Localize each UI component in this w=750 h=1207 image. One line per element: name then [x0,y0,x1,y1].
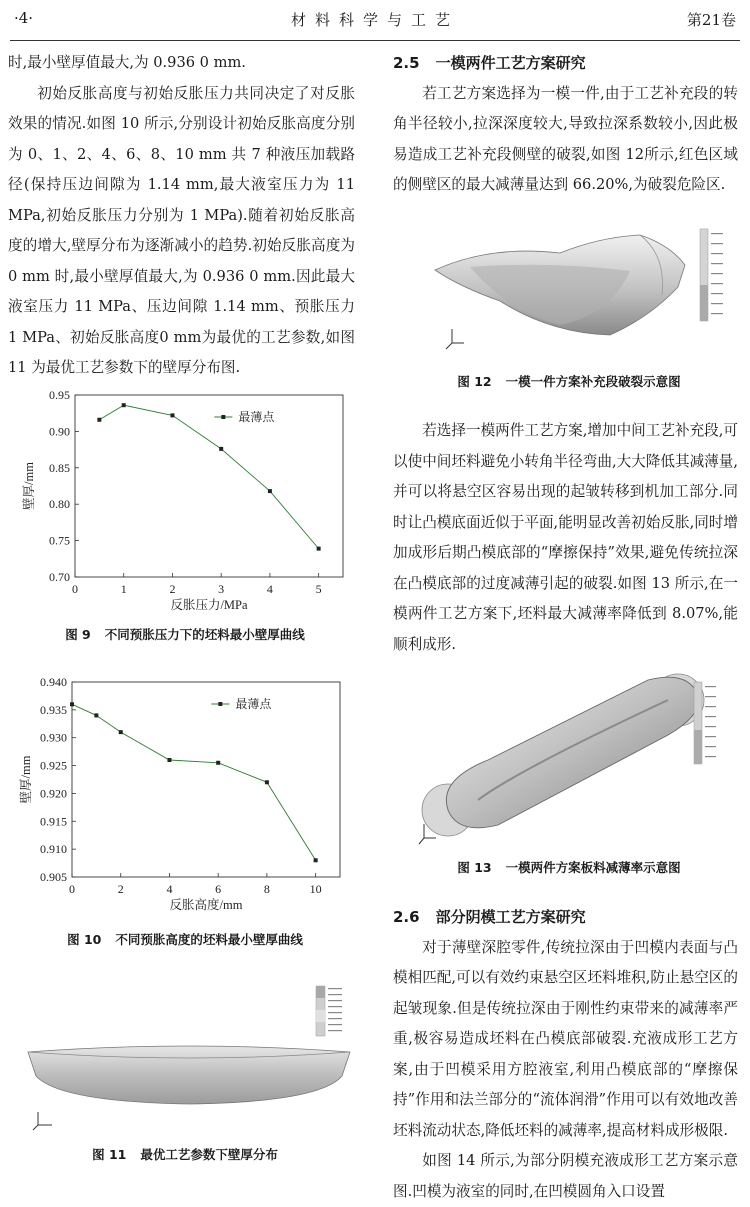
x-tick-label: 4 [266,582,273,596]
data-point [97,418,101,422]
y-tick-label: 0.80 [49,497,70,512]
colorbar [694,682,716,764]
y-tick-label: 0.905 [40,870,67,884]
figure-9-chart [0,380,370,615]
colorbar [316,986,342,1036]
x-tick-label: 8 [263,882,270,896]
data-point [94,713,98,717]
figure-12-image [430,225,730,355]
plot-frame [75,395,343,577]
section-heading: 2.6 部分阴模工艺方案研究 [393,908,586,926]
figure-12-caption: 图 12 一模一件方案补充段破裂示意图 [457,374,681,389]
figure-10-chart [0,670,370,920]
y-axis-label: 壁厚/mm [22,462,36,510]
legend-label: 最薄点 [238,410,275,424]
data-point [219,447,223,451]
y-tick-label: 0.935 [40,702,67,717]
x-axis-label: 反胀压力/MPa [170,598,248,612]
paragraph: 对于薄壁深腔零件,传统拉深由于凹模内表面与凸模相匹配,可以有效约束悬空区坯料堆积,防止悬空区的起皱现象.但是传统拉深由于刚性约束带来的减薄率严重,极容易造成坯料在凸模底部破裂.充液成形工艺方案,由于凹模采用方腔液室,利用凸模底部的“摩擦保持”作用和法兰部分的“流体润滑”作用可以有效地改善坯料流动状态,降低坯料的减薄率,提高材料成形极限. [393,938,738,1139]
data-point [122,403,126,407]
axis-triad-icon [33,1112,52,1130]
x-tick-label: 3 [218,582,225,596]
x-tick-label: 4 [166,882,173,896]
figure-11-image [20,980,360,1135]
data-point [167,758,171,762]
colorbar [700,229,723,321]
journal-name: 材料科学与工艺 [290,11,459,29]
y-tick-label: 0.930 [40,730,67,745]
figure-10-caption: 图 10 不同预胀高度的坯料最小壁厚曲线 [67,932,303,947]
data-point [265,780,269,784]
right-column-middle [393,416,738,660]
data-point [119,730,123,734]
x-tick-label: 2 [169,582,176,596]
paragraph: 若选择一模两件工艺方案,增加中间工艺补充段,可以使中间坯料避免小转角半径弯曲,大大降低其减薄量,并可以将悬空区容易出现的起皱转移到机加工部分.同时让凸模底面近似于平面,能明显改善初始反胀,同时增加成形后期凸模底部的“摩擦保持”效果,避免传统拉深在凸模底部的过度减薄引起的破裂.如图 13 所示,在一模两件工艺方案下,坯料最大减薄率降低到 8.07%,能顺利成形. [393,422,738,653]
figure-13-image [418,660,718,850]
x-axis-label: 反胀高度/mm [169,898,243,912]
x-tick-label: 0 [69,882,75,896]
series-line [72,704,316,860]
page-number: ·4· [14,9,34,27]
x-tick-label: 2 [117,882,124,896]
right-column-bottom [393,902,738,1207]
left-column-text [8,48,355,384]
y-tick-label: 0.925 [40,758,67,773]
y-tick-label: 0.85 [49,460,70,475]
x-tick-label: 5 [315,582,322,596]
paragraph: 初始反胀高度与初始反胀压力共同决定了对反胀效果的情况.如图 10 所示,分别设计初始反胀高度分别为 0、1、2、4、6、8、10 mm 共 7 种液压加载路径(保持压边间隙为 1.14 mm,最大液室压力为 11 MPa,初始反胀压力分别为 1 MPa).随着初始反胀高度的增大,壁厚分布为逐渐减小的趋势.初始反胀高度为 0 mm 时,最小壁厚值最大,为 0.936 0 mm.因此最大液室压力 11 MPa、压边间隙 1.14 mm、预胀压力 1 MPa、初始反胀高度0 mm为最优的工艺参数,如图 11 为最优工艺参数下的壁厚分布图. [8,84,355,376]
right-column-top [393,48,738,201]
legend-marker [218,702,222,706]
x-tick-label: 1 [120,582,127,596]
y-tick-label: 0.940 [40,675,67,689]
data-point [317,547,321,551]
figure-9-caption: 图 9 不同预胀压力下的坯料最小壁厚曲线 [65,627,305,642]
y-tick-label: 0.920 [40,786,67,801]
figure-13-caption: 图 13 一模两件方案板料减薄率示意图 [457,860,681,875]
x-tick-label: 10 [309,882,322,896]
data-point [314,858,318,862]
data-point [216,761,220,765]
y-tick-label: 0.70 [49,570,70,584]
y-tick-label: 0.915 [40,814,67,829]
y-tick-label: 0.910 [40,842,67,857]
x-tick-label: 6 [215,882,222,896]
paragraph: 若工艺方案选择为一模一件,由于工艺补充段的转角半径较小,拉深深度较大,导致拉深系数较小,因此极易造成工艺补充段侧壁的破裂,如图 12所示,红色区域的侧壁区的最大减薄量达到 66.20%,为破裂危险区. [393,84,738,193]
data-point [268,489,272,493]
y-tick-label: 0.75 [49,533,70,548]
y-tick-label: 0.90 [49,424,70,439]
plot-frame [72,682,340,877]
series-line [99,405,318,548]
figure-11-caption: 图 11 最优工艺参数下壁厚分布 [92,1147,278,1162]
axis-triad-icon [446,329,464,349]
y-axis-label: 壁厚/mm [19,755,33,804]
paragraph: 如图 14 所示,为部分阴模充液成形工艺方案示意图.凹模为液室的同时,在凹模圆角入口设置 [393,1152,738,1200]
running-header [10,0,740,41]
section-heading: 2.5 一模两件工艺方案研究 [393,54,586,72]
data-point [170,413,174,417]
legend-marker [221,415,225,419]
data-point [70,702,74,706]
legend-label: 最薄点 [235,697,272,711]
paragraph: 时,最小壁厚值最大,为 0.936 0 mm. [8,54,246,71]
volume-number: 第21卷 [686,11,736,29]
y-tick-label: 0.95 [49,388,70,402]
x-tick-label: 0 [72,582,78,596]
